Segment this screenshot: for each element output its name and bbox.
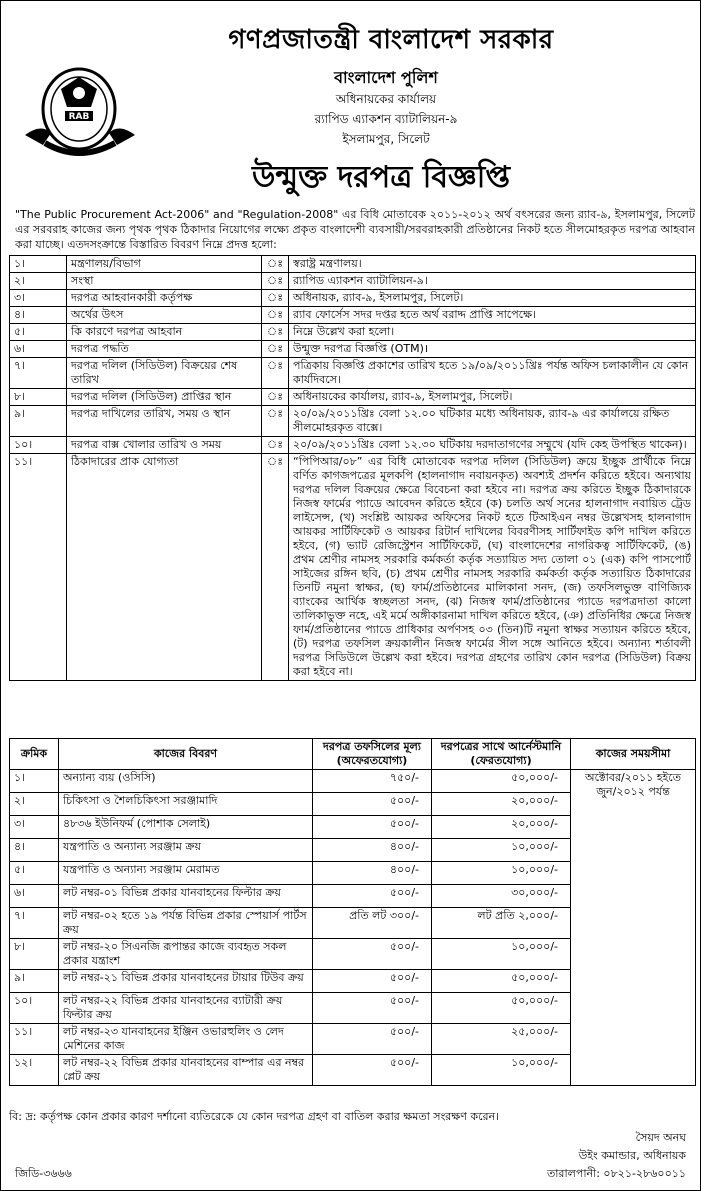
- work-row-deposit: ৫০,০০০/-: [432, 970, 571, 993]
- work-row-description: যন্ত্রপাতি ও অন্যান্য সরঞ্জাম মেরামত: [59, 862, 313, 885]
- work-row-description: অন্যান্য ব্যয় (ওসিসি): [59, 770, 313, 793]
- work-row-description: লট নম্বর-২০ সিএনজি রূপান্তর কাজে ব্যবহৃত সকল প্রকার যন্ত্রাংশ: [59, 939, 313, 970]
- info-row-label: দরপত্র আহবানকারী কর্তৃপক্ষ: [67, 290, 262, 307]
- work-row-number: ১০।: [10, 993, 59, 1024]
- work-row: [10, 770, 696, 793]
- work-row-description: যন্ত্রপাতি ও অন্যান্য সরঞ্জাম ক্রয়: [59, 839, 313, 862]
- work-row-price: ৫০০/-: [313, 1024, 432, 1055]
- info-row: [10, 256, 696, 273]
- info-row-value: স্বরাষ্ট্র মন্ত্রণালয়।: [289, 256, 696, 273]
- info-row-number: ৯।: [10, 406, 67, 437]
- info-row: [10, 341, 696, 358]
- work-row-description: চিকিৎসা ও শৈলচিকিৎসা সরঞ্জামাদি: [59, 793, 313, 816]
- info-row-number: ১।: [10, 256, 67, 273]
- work-row-description: লট নম্বর-২২ বিভিন্ন প্রকার যানবাহনের ব্যাটারী ক্রয় ফিল্টার ক্রয়: [59, 993, 313, 1024]
- info-row: [10, 324, 696, 341]
- work-row-deposit: ৫০,০০০/-: [432, 993, 571, 1024]
- col-period: কাজের সময়সীমা: [571, 739, 696, 770]
- work-row-price: ৪০০/-: [313, 862, 432, 885]
- work-row-price: ৫০০/-: [313, 993, 432, 1024]
- work-row-price: ৫০০/-: [313, 816, 432, 839]
- info-row: [10, 389, 696, 406]
- info-row-label: দরপত্র দাখিলের তারিখ, সময় ও স্থান: [67, 406, 262, 437]
- info-row: [10, 290, 696, 307]
- work-row-description: ৪৮৩৬ ইউনিফর্ম (পোশাক সেলাই): [59, 816, 313, 839]
- info-row-value: অধিনায়ক, র‍্যাব-৯, ইসলামপুর, সিলেট।: [289, 290, 696, 307]
- info-row: [10, 358, 696, 389]
- government-title: গণপ্রজাতন্ত্রী বাংলাদেশ সরকার: [228, 25, 554, 55]
- work-row-deposit: ২০,০০০/-: [432, 793, 571, 816]
- info-row: [10, 437, 696, 454]
- work-table: [9, 738, 696, 1086]
- info-row-number: ৪।: [10, 307, 67, 324]
- work-period: অক্টোবর/২০১১ হইতে জুন/২০১২ পর্যন্ত: [571, 770, 696, 1086]
- info-row-number: ৬।: [10, 341, 67, 358]
- info-row-value: র‍্যাব ফোর্সেস সদর দপ্তর হতে অর্থ বরাদ্দ প্রাপ্তি সাপেক্ষে।: [289, 307, 696, 324]
- work-row-price: প্রতি লট ৩০০/-: [313, 908, 432, 939]
- location: ইসলামপুর, সিলেট: [342, 132, 430, 146]
- info-row-value: ২০/০৯/২০১১খ্রিঃ বেলা ১২.০০ ঘটিকার মধ্যে অধিনায়ক, র‍্যাব-৯ এর কার্যালয়ে রক্ষিত সীলমোহরকৃত বাক্সে।: [289, 406, 696, 437]
- work-row-price: ৪০০/-: [313, 839, 432, 862]
- work-row-number: ২।: [10, 793, 59, 816]
- work-row-price: ৫০০/-: [313, 885, 432, 908]
- work-row-number: ৪।: [10, 839, 59, 862]
- info-table: [9, 255, 696, 681]
- info-row-separator: ঃ: [262, 454, 289, 681]
- work-row-number: ১।: [10, 770, 59, 793]
- battalion-name: র‍্যাপিড এ্যাকশন ব্যাটালিয়ন-৯: [314, 112, 458, 126]
- info-row: [10, 307, 696, 324]
- work-row-deposit: ১০,০০০/-: [432, 862, 571, 885]
- info-row-separator: ঃ: [262, 256, 289, 273]
- notice-title: উন্মুক্ত দরপত্র বিজ্ঞপ্তি: [251, 160, 510, 195]
- work-row-description: লট নম্বর-২১ বিভিন্ন প্রকার যানবাহনের টায়ার টিউব ক্রয়: [59, 970, 313, 993]
- info-row-value: উন্মুক্ত দরপত্র বিজ্ঞপ্তি (OTM)।: [289, 341, 696, 358]
- work-row-deposit: ৩০,০০০/-: [432, 885, 571, 908]
- info-row-separator: ঃ: [262, 307, 289, 324]
- info-row-label: ঠিকাদারের প্রাক যোগ্যতা: [67, 454, 262, 681]
- work-row-deposit: ১০,০০০/-: [432, 1055, 571, 1086]
- info-row-value: র‍্যাপিড এ্যাকশন ব্যাটালিয়ন-৯।: [289, 273, 696, 290]
- col-deposit: দরপত্রের সাথে আর্নেস্টমানি (ফেরতযোগ্য): [432, 739, 571, 770]
- info-row-separator: ঃ: [262, 389, 289, 406]
- work-row-number: ৫।: [10, 862, 59, 885]
- info-row: [10, 406, 696, 437]
- signatory-title: উইং কমান্ডার, অধিনায়ক: [578, 1149, 686, 1162]
- info-row-separator: ঃ: [262, 406, 289, 437]
- info-row-number: ৩।: [10, 290, 67, 307]
- work-row-description: লট নম্বর-২৩ যানবাহনের ইঞ্জিন ওভারহুলিং ও লেদ মেশিনের কাজ: [59, 1024, 313, 1055]
- info-row-label: অর্থের উৎস: [67, 307, 262, 324]
- info-row-number: ১০।: [10, 437, 67, 454]
- info-row-separator: ঃ: [262, 290, 289, 307]
- work-row-deposit: লট প্রতি ২,০০০/-: [432, 908, 571, 939]
- office-name: অধিনায়কের কার্যালয়: [335, 92, 437, 106]
- work-row-deposit: ২৫,০০০/-: [432, 1024, 571, 1055]
- col-price: দরপত্র তফসিলের মূল্য (অফেরতযোগ্য): [313, 739, 432, 770]
- work-row-price: ৭৫০/-: [313, 770, 432, 793]
- work-row-number: ৯।: [10, 970, 59, 993]
- work-row-description: লট নম্বর-২২ বিভিন্ন প্রকার যানবাহনের বাম্পার এর নম্বর প্লেট ক্রয়: [59, 1055, 313, 1086]
- info-row-number: ৮।: [10, 389, 67, 406]
- organization-name: বাংলাদেশ পুলিশ: [334, 68, 438, 87]
- signatory-name: সৈয়দ অনঘ: [635, 1131, 686, 1144]
- info-row-number: ৭।: [10, 358, 67, 389]
- info-row: [10, 273, 696, 290]
- col-serial: ক্রমিক: [10, 739, 59, 770]
- work-row-number: ৬।: [10, 885, 59, 908]
- intro-paragraph: "The Public Procurement Act-2006" and "Regulation-2008" এর বিধি মোতাবেক ২০১১-২০১২ অর্থ বৎসরের জন্য র‍্যাব-৯, ইসলামপুর, সিলেট এর সরবরাহ কাজের জন্য পৃথক পৃথক ঠিকাদার নিয়োগের লক্ষ্যে প্রকৃত বাংলাদেশী ব্যবসায়ী/সরবরাহকারী প্রতিষ্ঠানের নিকট হতে সীলমোহরকৃত দরপত্র আহবান করা যাচ্ছে। এতদসংক্রান্তে বিস্তারিত বিবরণ নিম্নে প্রদত্ত হলো:: [15, 208, 695, 251]
- info-row-separator: ঃ: [262, 341, 289, 358]
- info-row-value: নিম্নে উল্লেখ করা হলো।: [289, 324, 696, 341]
- info-row-value: অধিনায়কের কার্যালয়, র‍্যাব-৯, ইসলামপুর, সিলেট।: [289, 389, 696, 406]
- work-row-number: ৮।: [10, 939, 59, 970]
- info-row-value: পত্রিকায় বিজ্ঞপ্তি প্রকাশের তারিখ হতে ১৯/০৯/২০১১খ্রিঃ পর্যন্ত অফিস চলাকালীন যে কোন কার্যদিবসে।: [289, 358, 696, 389]
- header: [1, 1, 701, 206]
- info-row-label: দরপত্র দলিল (সিডিউল) প্রাপ্তির স্থান: [67, 389, 262, 406]
- work-row-price: ৫০০/-: [313, 970, 432, 993]
- work-row-price: ৫০০/-: [313, 939, 432, 970]
- work-row-number: ৩।: [10, 816, 59, 839]
- svg-text:RAB: RAB: [68, 112, 90, 122]
- info-row-separator: ঃ: [262, 358, 289, 389]
- work-row-description: লট নম্বর-০২ হতে ১৯ পর্যন্ত বিভিন্ন প্রকার স্পেয়ার্স পার্টস ক্রয়: [59, 908, 313, 939]
- work-row-description: লট নম্বর-০১ বিভিন্ন প্রকার যানবাহনের ফিল্টার ক্রয়: [59, 885, 313, 908]
- info-row-label: সংস্থা: [67, 273, 262, 290]
- info-row-number: ২।: [10, 273, 67, 290]
- info-row-separator: ঃ: [262, 324, 289, 341]
- info-row-label: কি কারণে দরপত্র আহবান: [67, 324, 262, 341]
- work-row-deposit: ১০,০০০/-: [432, 939, 571, 970]
- info-row-label: দরপত্র পদ্ধতি: [67, 341, 262, 358]
- work-row-deposit: ১০,০০০/-: [432, 839, 571, 862]
- info-row-separator: ঃ: [262, 273, 289, 290]
- info-row-label: দরপত্র বাক্স খোলার তারিখ ও সময়: [67, 437, 262, 454]
- info-row-label: মন্ত্রণালয়/বিভাগ: [67, 256, 262, 273]
- signatory-phone: তারালপানী: ০৮২১-২৮৬০০১১: [546, 1167, 686, 1180]
- rab-emblem-logo: [21, 59, 139, 159]
- work-row-number: ৭।: [10, 908, 59, 939]
- work-row-deposit: ৫০,০০০/-: [432, 770, 571, 793]
- col-description: কাজের বিবরণ: [59, 739, 313, 770]
- info-row: [10, 454, 696, 681]
- work-row-price: ৫০০/-: [313, 1055, 432, 1086]
- work-row-price: ৫০০/-: [313, 793, 432, 816]
- info-row-label: দরপত্র দলিল (সিডিউল) বিক্রয়ের শেষ তারিখ: [67, 358, 262, 389]
- reference-code: জিডি-৩৬৬৬: [15, 1167, 72, 1180]
- work-row-number: ১১।: [10, 1024, 59, 1055]
- info-row-value: “পিপিআর/০৮” এর বিধি মোতাবেক দরপত্র দলিল (সিডিউল) ক্রয়ে ইচ্ছুক প্রার্থীকে নিম্নে বর্ণিত কাগজপত্রের মূলকপি (হালনাগাদ নবায়নকৃত) অবশ্যই প্রদর্শন করিতে হইবে। অন্যথায় দরপত্র দলিল বিক্রয়ের ক্ষেত্রে বিবেচনা করা হইবে না। দরপত্র ক্রয় করিতে ইচ্ছুক ঠিকাদারকে নিজস্ব ফার্মের প্যাডে আবেদন করিতে হইবে (ক) চলতি অর্থ সনের হালনাগাদ নবায়িত ট্রেড লাইসেন্স, (খ) সংশ্লিষ্ট আয়কর অফিসের নিকট হতে টিআইএন নম্বর উল্লেখসহ হালনাগাদ আয়কর সার্টিফিকেট ও আয়কর রিটার্ন দাখিলের বিবরণীসহ সার্টিফাইড কপি দাখিল করিতে হইবে, (গ) ভ্যাট রেজিস্ট্রেশন সার্টিফিকেট, (ঘ) বাংলাদেশের নাগরিকত্ব সার্টিফিকেট, (ঙ) প্রথম শ্রেণীর নামসহ সরকারি কর্মকর্তা কর্তৃক সত্যায়িত সদ্য তোলা ০১ (এক) কপি পাসপোর্ট সাইজের রঙ্গিন ছবি, (চ) প্রথম শ্রেণীর নামসহ সরকারি কর্মকর্তা কর্তৃক সত্যায়িত ঠিকাদারের তিনটি নমুনা স্বাক্ষর, (ছ) ফার্ম/প্রতিষ্ঠানের মালিকানা সনদ, (জ) তফসিলভুক্ত বাণিজ্যিক ব্যাংকের আর্থিক স্বচ্ছলতা সনদ, (ঝ) নিজস্ব ফার্ম/প্রতিষ্ঠানের প্যাডে দরপত্রদাতা কালো তালিকাভুক্ত নহে, এই মর্মে অঙ্গীকারনামা দাখিল করিতে হইবে, (ঞ) প্রতিনিধির ক্ষেত্রে নিজস্ব ফার্ম/প্রতিষ্ঠানের প্যাডে প্রাধিকার অর্পণসহ ০৩ (তিন)টি নমুনা স্বাক্ষর সত্যায়ন করিতে হইবে, (ট) দরপত্র তফসিল ক্রয়কালীন নিজস্ব ফার্মের সীল সঙ্গে আনিতে হইবে। অন্যান্য শর্তাবলী দরপত্র সিডিউলে উল্লেখ করা হইবে। দরপত্র গ্রহণের তারিখ কোন দরপত্র (সিডিউল) বিক্রয় করা হইবে না।: [289, 454, 696, 681]
- work-row-deposit: ২০,০০০/-: [432, 816, 571, 839]
- info-row-number: ১১।: [10, 454, 67, 681]
- info-row-number: ৫।: [10, 324, 67, 341]
- work-row-number: ১২।: [10, 1055, 59, 1086]
- footer-note: বি: দ্র: কর্তৃপক্ষ কোন প্রকার কারণ দর্শানো ব্যতিরেকে যে কোন দরপত্র গ্রহণ বা বাতিল করার ক্ষমতা সংরক্ষণ করেন।: [9, 1110, 500, 1123]
- info-row-value: ২০/০৯/২০১১খ্রিঃ বেলা ১২.৩০ ঘটিকায় দরদাতাগণের সম্মুখে (যদি কেহ উপস্থিত থাকেন)।: [289, 437, 696, 454]
- info-row-separator: ঃ: [262, 437, 289, 454]
